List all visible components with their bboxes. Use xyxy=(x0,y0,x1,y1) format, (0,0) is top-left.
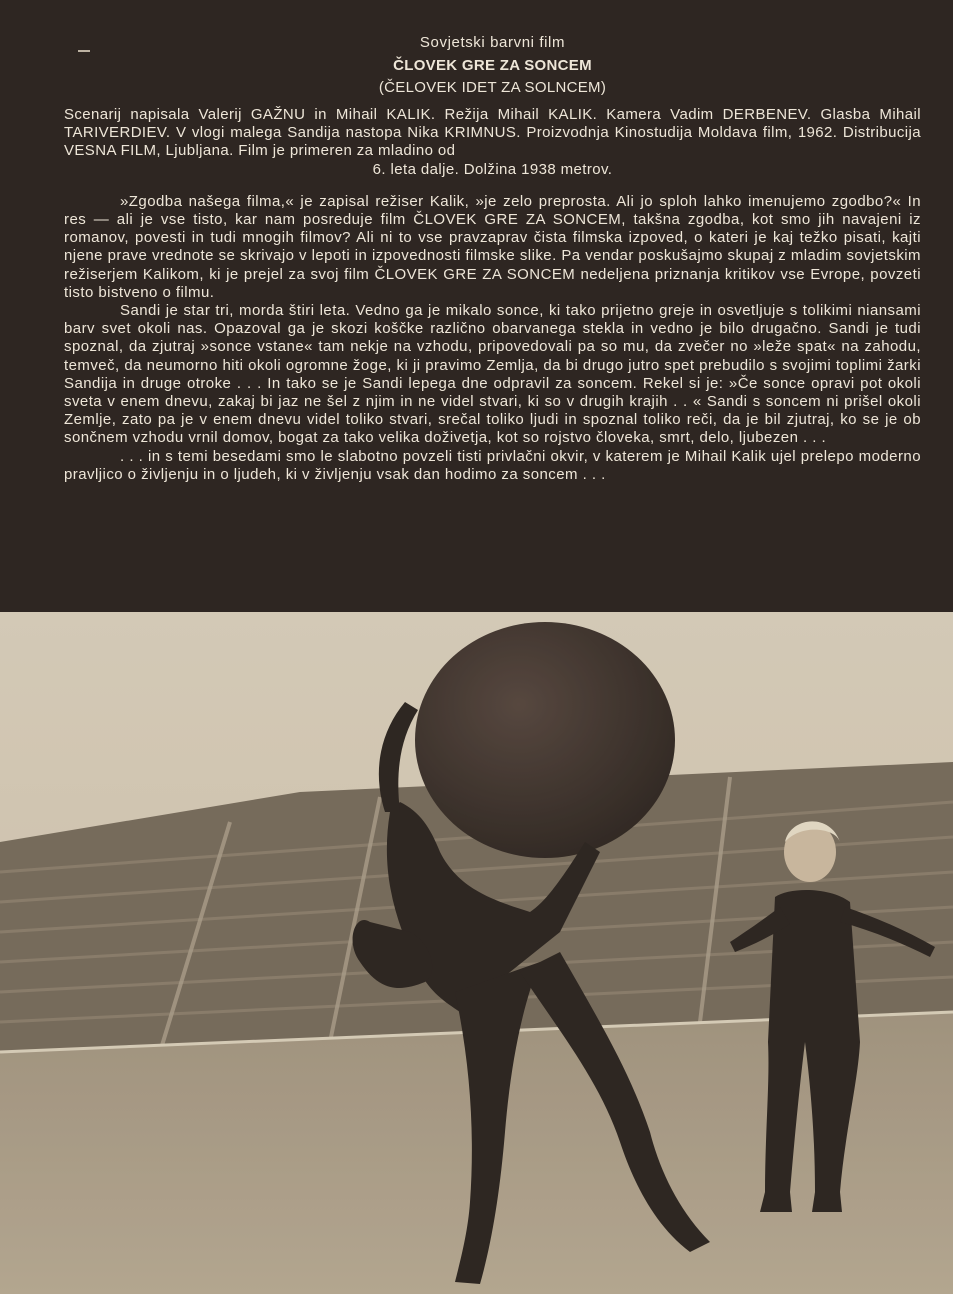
film-credits xyxy=(64,106,921,179)
paragraph-3: . . . in s temi besedami smo le slabotno povzeli tisti privlačni okvir, v katerem je Mihail Kalik ujel prelepo moderno pravljico o življenju in o ljudeh, ki v življenju vsak dan hodimo za soncem . . . xyxy=(64,447,921,483)
paragraph-1: »Zgodba našega filma,« je zapisal režiser Kalik, »je zelo preprosta. Ali jo sploh lahko imenujemo zgodbo?« In res — ali je vse tisto, kar nam posreduje film ČLOVEK GRE ZA SONCEM, takšna zgodba, kot smo jih navajeni iz romanov, povesti in tudi mnogih filmov? Ali ni to vse pravzaprav čista filmska izpoved, o kateri je kaj težko pisati, kajti njene prave vrednote se skrivajo v lepoti in izpovednosti filmske slike. Pa vendar poskušajmo skupaj z mladim sovjetskim režiserjem Kalikom, ki je prejel za svoj film ČLOVEK GRE ZA SONCEM nedeljena priznanja kritikov vse Evrope, povzeti tisto bistveno o filmu. xyxy=(64,192,921,301)
article-title: ČLOVEK GRE ZA SONCEM xyxy=(393,57,592,74)
photo-illustration xyxy=(0,612,953,1294)
article-text-panel xyxy=(0,0,953,612)
article-kicker: Sovjetski barvni film xyxy=(419,34,566,51)
article-subtitle: (ČELOVEK IDET ZA SOLNCEM) xyxy=(378,79,607,96)
print-mark xyxy=(78,50,90,52)
film-still-photo xyxy=(0,612,953,1294)
credits-text: Scenarij napisala Valerij GAŽNU in Mihail KALIK. Režija Mihail KALIK. Kamera Vadim DERBENEV. Glasba Mihail TARIVERDIEV. V vlogi malega Sandija nastopa Nika KRIMNUS. Proizvodnja Kinostudija Moldava film, 1962. Distribucija VESNA FILM, Ljubljana. Film je primeren za mladino od xyxy=(64,106,921,160)
credits-last-line: 6. leta dalje. Dolžina 1938 metrov. xyxy=(372,160,613,178)
photo-tone xyxy=(0,612,953,1294)
paragraph-2: Sandi je star tri, morda štiri leta. Vedno ga je mikalo sonce, ki tako prijetno greje in osvetljuje s tolikimi niansami barv svet okoli nas. Opazoval ga je skozi koščke različno obarvanega stekla in vedno je bilo drugačno. Sandi je tudi spoznal, da zjutraj »sonce vstane« tam nekje na vzhodu, pripovedovali pa so mu, da zvečer no »leže spat« na zahodu, temveč, da neumorno hiti okoli ogromne žoge, ki ji pravimo Zemlja, da bi drugo jutro spet prebudilo s svojimi toplimi žarki Sandija in druge otroke . . . In tako se je Sandi lepega dne odpravil za soncem. Rekel si je: »Če sonce opravi pot okoli sveta v enem dnevu, zakaj bi jaz ne šel z njim in ne videl stvari, ki so v drugih krajih . . « Sandi s soncem ni prišel okoli Zemlje, zato pa je v enem dnevu videl toliko stvari, srečal toliko ljudi in spoznal toliko reči, da je bil zjutraj, ko se je ob sončnem vzhodu vrnil domov, bogat za tako velika doživetja, kot so rojstvo človeka, smrt, delo, ljubezen . . . xyxy=(64,302,921,447)
